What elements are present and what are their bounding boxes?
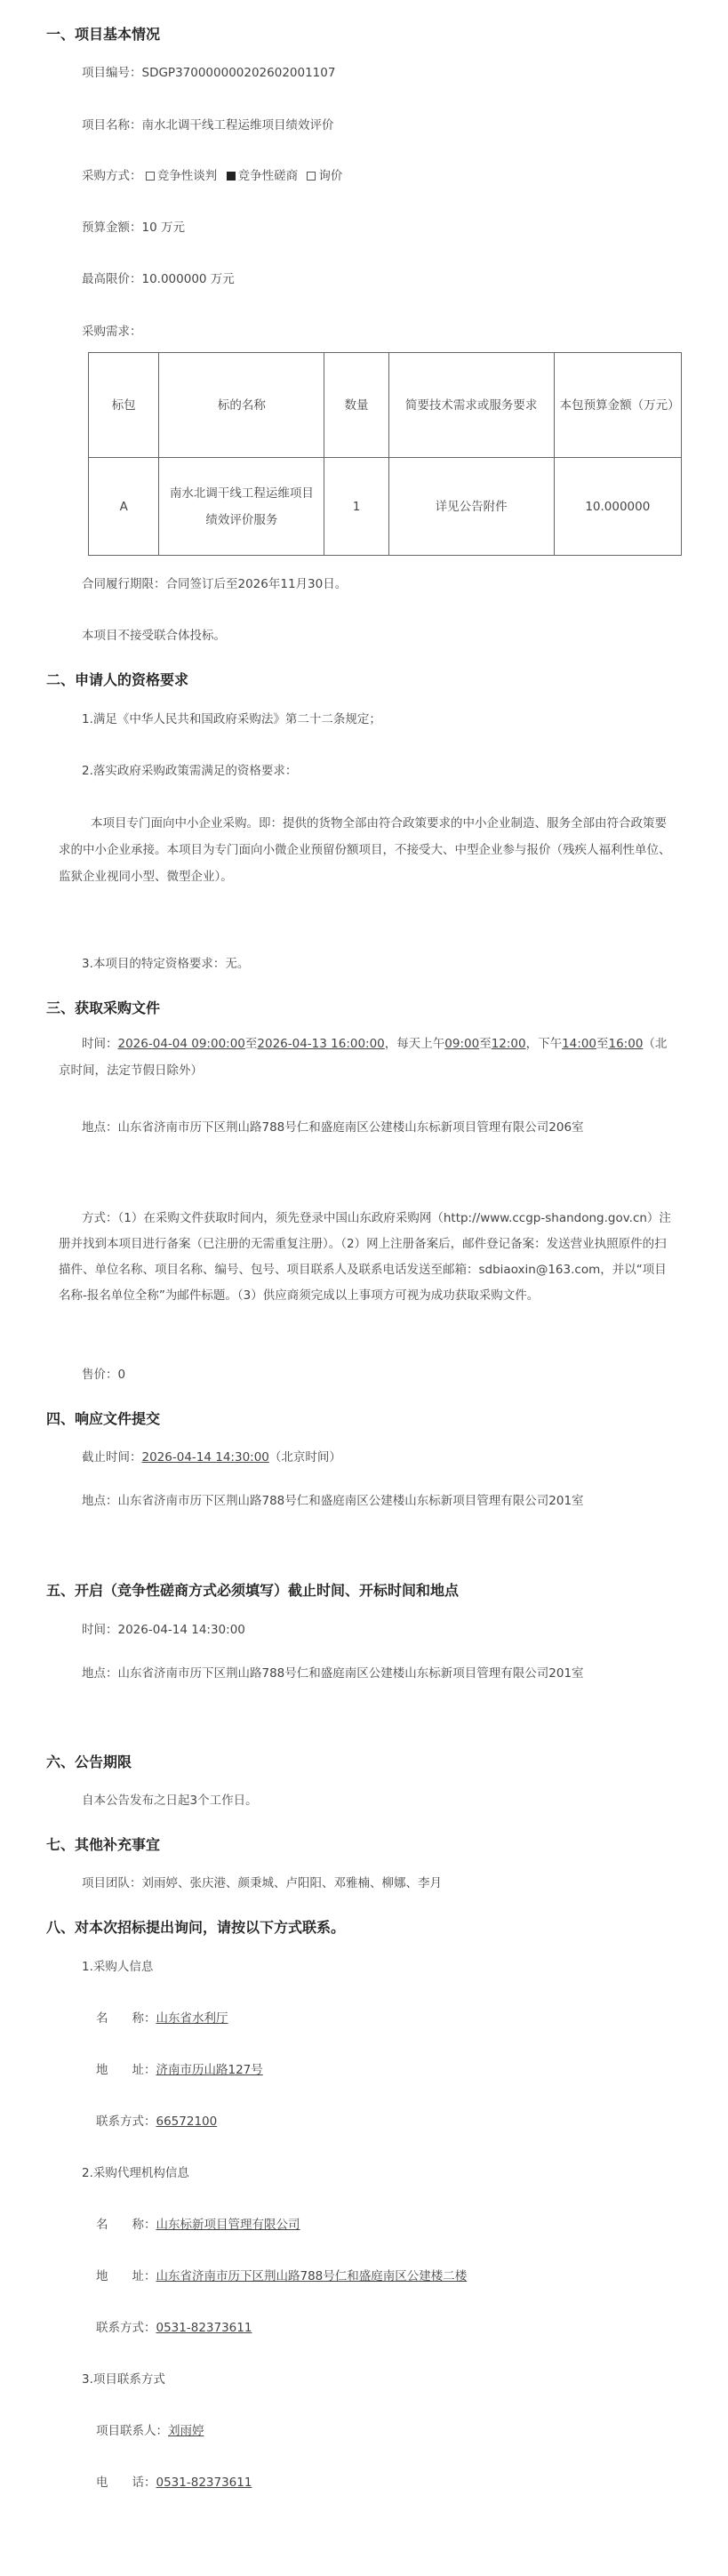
budget-amount: 10 万元 — [141, 221, 185, 235]
opening-time: 时间：2026-04-14 14:30:00 — [82, 1623, 245, 1637]
contact-person-line: 项目联系人：刘雨婷 — [96, 2424, 204, 2438]
contract-period: 合同履行期限：合同签订后至2026年11月30日。 — [82, 577, 348, 591]
agency-address: 山东省济南市历下区荆山路788号仁和盛庭南区公建楼二楼 — [156, 2269, 468, 2283]
agency-address-line: 地 址：山东省济南市历下区荆山路788号仁和盛庭南区公建楼二楼 — [96, 2269, 468, 2283]
section-7-title: 七、其他补充事宜 — [46, 1836, 161, 1853]
table-header-cell: 数量 — [324, 353, 388, 458]
agency-name: 山东标新项目管理有限公司 — [156, 2218, 300, 2232]
section-2-title: 二、申请人的资格要求 — [46, 671, 189, 688]
qualification-item-3: 3.本项目的特定资格要求：无。 — [82, 957, 250, 971]
budget-line: 预算金额：10 万元 — [82, 221, 185, 235]
table-cell: A — [89, 458, 159, 556]
section-4-title: 四、响应文件提交 — [46, 1410, 161, 1427]
buyer-phone: 66572100 — [156, 2115, 218, 2129]
table-header-cell: 简要技术需求或服务要求 — [388, 353, 554, 458]
table-header-cell: 标的名称 — [159, 353, 324, 458]
acquisition-method: 方式：（1）在采购文件获取时间内，须先登录中国山东政府采购网（http://www.ccgp-shandong.gov.cn）注册并找到本项目进行备案（已注册的无需重复注册）。（2）网上注册备案后，邮件登记备案：发送营业执照原件的扫描件、单位名称、项目名称、编号、包号、项目联系人及联系电话发送至邮箱：sdbiaoxin@163.com，并以“项目名称-报名单位全称”为邮件标题。（3）供应商须完成以上事项方可视为成功获取采购文件。 — [59, 1211, 671, 1303]
buyer-address: 济南市历山路127号 — [156, 2063, 263, 2077]
buyer-phone-line: 联系方式：66572100 — [96, 2115, 218, 2129]
contact-person: 刘雨婷 — [168, 2424, 204, 2438]
requirements-table — [88, 352, 682, 556]
consortium-note: 本项目不接受联合体投标。 — [82, 629, 226, 643]
section-5-title: 五、开启（竞争性磋商方式必须填写）截止时间、开标时间和地点 — [46, 1582, 460, 1599]
submission-deadline: 截止时间：2026-04-14 14:30:00（北京时间） — [82, 1450, 341, 1465]
submission-address: 地点：山东省济南市历下区荆山路788号仁和盛庭南区公建楼山东标新项目管理有限公司201室 — [82, 1494, 584, 1508]
section-8-title: 八、对本次招标提出询问，请按以下方式联系。 — [46, 1919, 346, 1936]
checkbox-checked-icon — [227, 172, 236, 181]
method-option-negotiation: 竞争性谈判 — [146, 169, 218, 183]
checkbox-unchecked-icon — [146, 172, 155, 181]
method-option-consultation: 竞争性磋商 — [227, 169, 299, 183]
acquisition-address: 地点：山东省济南市历下区荆山路788号仁和盛庭南区公建楼山东标新项目管理有限公司206室 — [82, 1120, 584, 1135]
agency-name-line: 名 称：山东标新项目管理有限公司 — [96, 2218, 300, 2232]
buyer-name-line: 名 称：山东省水利厅 — [96, 2011, 228, 2026]
method-option-inquiry: 询价 — [307, 169, 342, 183]
project-contact-title: 3.项目联系方式 — [82, 2372, 165, 2387]
table-header-row — [89, 353, 682, 458]
section-1-title: 一、项目基本情况 — [46, 26, 161, 43]
buyer-info-title: 1.采购人信息 — [82, 1960, 154, 1974]
opening-address: 地点：山东省济南市历下区荆山路788号仁和盛庭南区公建楼山东标新项目管理有限公司201室 — [82, 1666, 584, 1681]
table-header-cell: 本包预算金额（万元） — [554, 353, 681, 458]
demand-label: 采购需求： — [82, 325, 142, 339]
qualification-item-2: 2.落实政府采购政策需满足的资格要求： — [82, 764, 298, 778]
table-row — [89, 458, 682, 556]
section-6-title: 六、公告期限 — [46, 1753, 132, 1770]
project-number: SDGP370000000202602001107 — [141, 66, 336, 80]
procurement-method-line: 采购方式： 竞争性谈判 竞争性磋商 询价 — [82, 169, 343, 183]
table-cell: 详见公告附件 — [388, 458, 554, 556]
project-team: 项目团队：刘雨婷、张庆港、颜秉城、卢阳阳、邓雅楠、柳娜、李月 — [82, 1876, 442, 1890]
project-number-line: 项目编号：SDGP370000000202602001107 — [82, 66, 336, 80]
contact-phone-line: 电 话：0531-82373611 — [96, 2476, 252, 2490]
agency-phone: 0531-82373611 — [156, 2321, 252, 2335]
max-price: 10.000000 万元 — [141, 272, 235, 286]
acquisition-time: 时间：2026-04-04 09:00:00至2026-04-13 16:00:00，每天上午09:00至12:00，下午14:00至16:00（北京时间，法定节假日除外） — [59, 1037, 668, 1078]
agency-phone-line: 联系方式：0531-82373611 — [96, 2321, 252, 2335]
qualification-item-1: 1.满足《中华人民共和国政府采购法》第二十二条规定； — [82, 712, 381, 726]
max-price-line: 最高限价：10.000000 万元 — [82, 272, 235, 286]
document-price: 售价：0 — [82, 1368, 126, 1382]
buyer-address-line: 地 址：济南市历山路127号 — [96, 2063, 263, 2077]
buyer-name: 山东省水利厅 — [156, 2011, 228, 2026]
announcement-period: 自本公告发布之日起3个工作日。 — [82, 1794, 258, 1808]
agency-info-title: 2.采购代理机构信息 — [82, 2166, 189, 2180]
table-header-cell: 标包 — [89, 353, 159, 458]
contact-phone: 0531-82373611 — [156, 2476, 252, 2490]
sme-policy-paragraph: 本项目专门面向中小企业采购。即：提供的货物全部由符合政策要求的中小企业制造、服务全部由符合政策要求的中小企业承接。本项目为专门面向小微企业预留份额项目，不接受大、中型企业参与报价（残疾人福利性单位、监狱企业视同小型、微型企业）。 — [59, 816, 671, 884]
table-cell: 10.000000 — [554, 458, 681, 556]
project-name: 南水北调干线工程运维项目绩效评价 — [141, 118, 334, 132]
table-cell: 南水北调干线工程运维项目绩效评价服务 — [159, 458, 324, 556]
table-cell: 1 — [324, 458, 388, 556]
section-3-title: 三、获取采购文件 — [46, 999, 161, 1016]
project-name-line: 项目名称：南水北调干线工程运维项目绩效评价 — [82, 118, 334, 132]
checkbox-unchecked-icon — [307, 172, 316, 181]
